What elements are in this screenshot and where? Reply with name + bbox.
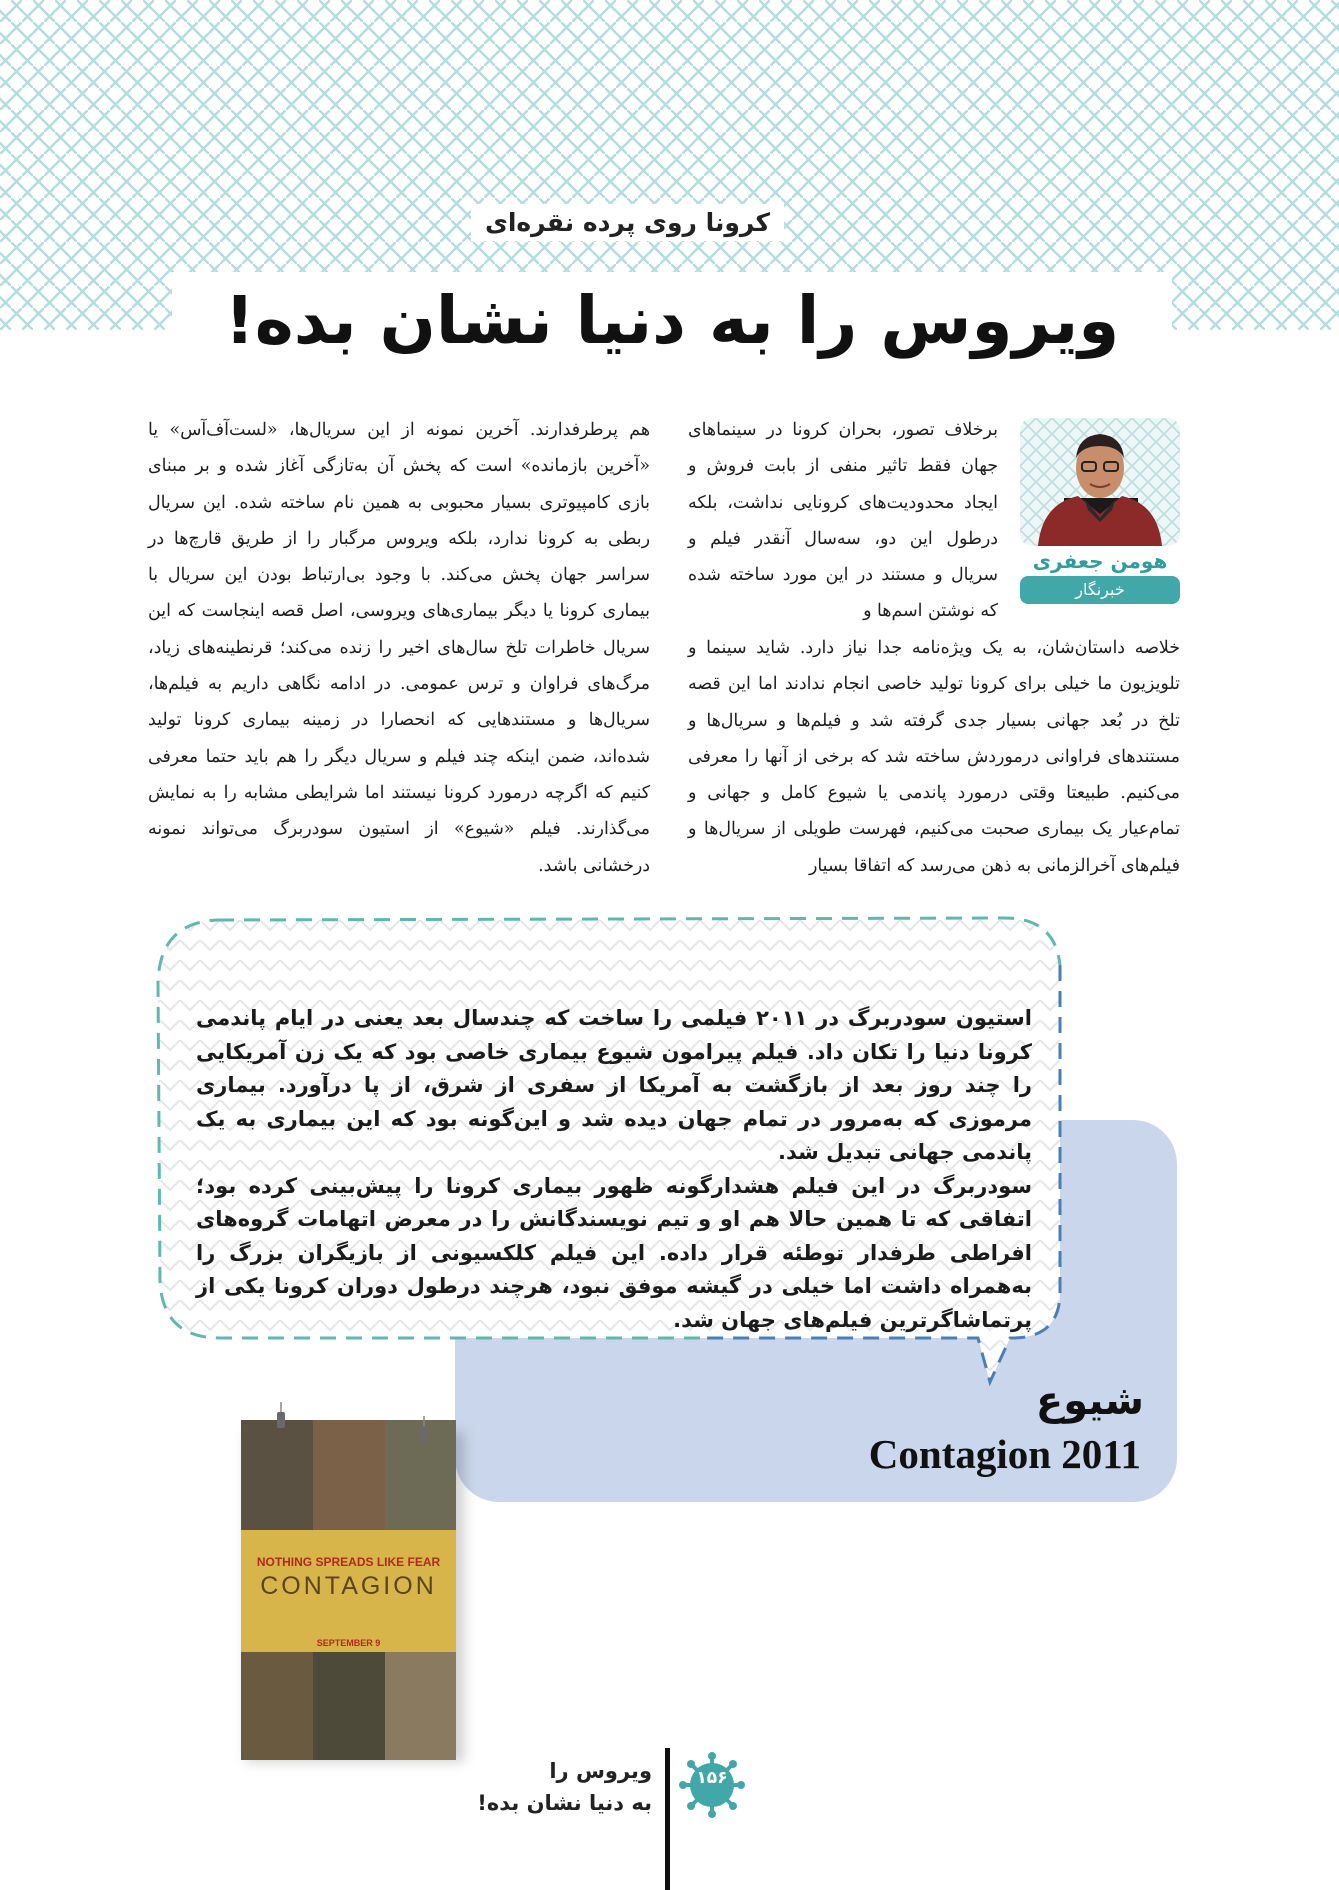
article-headline: ویروس را به دنیا نشان بده!	[224, 282, 1120, 359]
film-title-en: Contagion 2011	[868, 1431, 1141, 1477]
author-role-badge: خبرنگار	[1020, 576, 1180, 604]
article-paragraph: خلاصه داستان‌شان، به یک ویژه‌نامه جدا نیاز دارد. شاید سینما و تلویزیون ما خیلی برای کرونا تولید خاصی انجام ندادند اما این قصه تلخ در بُعد جهانی بسیار جدی گرفته شد و فیلم‌ها و سریال‌ها و مستندهای فراوانی درموردش ساخته شد که برخی از آنها را معرفی می‌کنیم. طبیعتا وقتی درمورد پاندمی یا شیوع کامل و جهانی و تمام‌عیار یک بیماری صحبت می‌کنیم، فهرست طویلی از سریال‌ها و فیلم‌های آخرالزمانی به ذهن می‌رسد که اتفاقا بسیار	[688, 638, 1180, 876]
author-name: هومن جعفری	[1032, 549, 1168, 573]
poster-face-2	[313, 1420, 385, 1530]
footer-title-line: ویروس را	[549, 1759, 652, 1783]
film-title-fa: شیوع	[1035, 1378, 1144, 1424]
paper-clip-icon	[274, 1402, 288, 1430]
poster-release-date: SEPTEMBER 9	[316, 1638, 381, 1648]
film-poster	[241, 1420, 456, 1760]
article-kicker: کرونا روی پرده نقره‌ای	[471, 204, 784, 241]
film-description-paragraph: استیون سودربرگ در ۲۰۱۱ فیلمی را ساخت که چندسال بعد یعنی در ایام پاندمی کرونا دنیا را تکان داد. فیلم پیرامون شیوع بیماری خاصی بود که یک زن آمریکایی را چند روز بعد از بازگشت به آمریکا از سفری از شرق، از پا درآورد. بیماری مرموزی که به‌مرور در تمام جهان دیده شد و این‌گونه بود که این بیماری به یک پاندمی جهانی تبدیل شد.	[196, 1006, 1032, 1164]
poster-tagline: NOTHING SPREADS LIKE FEAR	[256, 1555, 441, 1569]
poster-face-6	[385, 1652, 456, 1760]
article-paragraph: برخلاف تصور، بحران کرونا در سینماهای جهان فقط تاثیر منفی از بابت فروش و ایجاد محدودیت‌های کرونایی نداشت، بلکه درطول این دو، سه‌سال آنقدر فیلم و سریال و مستند در این مورد ساخته شده که نوشتن اسم‌ها و	[688, 420, 998, 622]
article-paragraph: هم پرطرفدارند. آخرین نمونه از این سریال‌ها، «لست‌آف‌آس» یا «آخرین بازمانده» است که پخش آن به‌تازگی آغاز شده و بر مبنای بازی کامپیوتری بسیار محبوبی به همین نام ساخته شده. این سریال ربطی به کرونا ندارد، بلکه ویروس مرگبار را از طریق قارچ‌ها در سراسر جهان پخش می‌کند. با وجود بی‌ارتباط بودن این سریال با بیماری کرونا یا دیگر بیماری‌های ویروسی، اصل قصه اینجاست که این سریال خاطرات تلخ سال‌های اخیر را زنده می‌کند؛ قرنطینه‌های زیاد، مرگ‌های فراوان و ترس عمومی. در ادامه نگاهی داریم به فیلم‌ها، سریال‌ها و مستندهایی که انحصارا در زمینه بیماری کرونا تولید شده‌اند، ضمن اینکه چند فیلم و سریال دیگر را هم باید حتما معرفی کنیم که اگرچه درمورد کرونا نیستند اما شرایطی مشابه را به نمایش می‌گذارند. فیلم «شیوع» از استیون سودربرگ می‌تواند نمونه درخشانی باشد.	[148, 420, 650, 876]
paper-clip-icon	[417, 1416, 431, 1444]
footer-divider	[665, 1748, 670, 1890]
poster-title: CONTAGION	[260, 1572, 437, 1600]
film-description-paragraph: سودربرگ در این فیلم هشدارگونه ظهور بیماری کرونا را پیش‌بینی کرده بود؛ اتفاقی که تا همین حالا هم او و تیم نویسندگانش را در معرض اتهامات گروه‌های افراطی طرفدار توطئه قرار داده. این فیلم کلکسیونی از بازیگران بزرگ را به‌همراه داشت اما خیلی در گیشه موفق نبود، هرچند درطول دوران کرونا یکی از پرتماشاگرترین فیلم‌های جهان شد.	[196, 1173, 1032, 1332]
poster-cast-names	[241, 1544, 456, 1553]
poster-face-5	[313, 1652, 385, 1760]
poster-face-4	[241, 1652, 313, 1760]
film-description	[196, 1002, 1032, 1337]
footer-title-line: به دنیا نشان بده!	[477, 1791, 652, 1815]
poster-face-1	[241, 1420, 313, 1530]
footer-title	[477, 1755, 652, 1819]
page-number: ۱۵۶	[696, 1768, 728, 1788]
